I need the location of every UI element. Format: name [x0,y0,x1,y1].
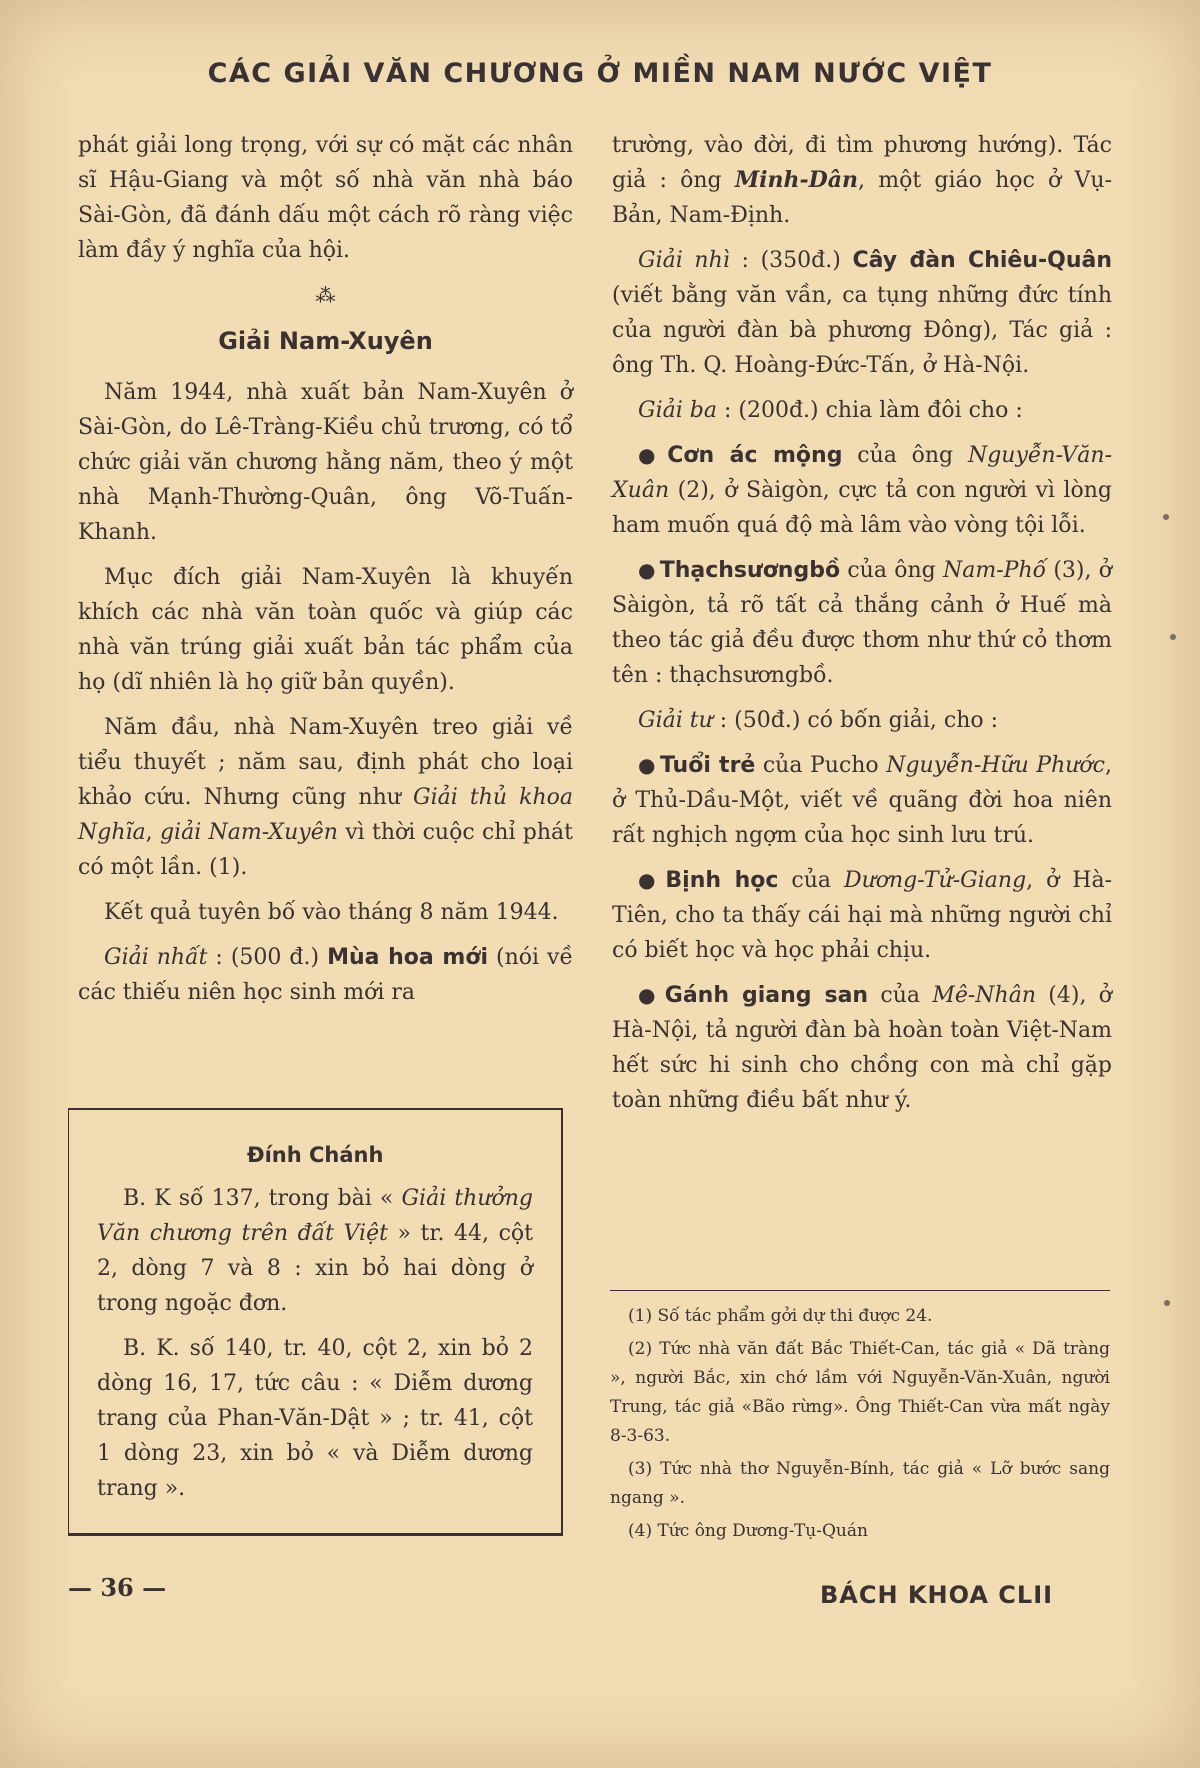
work-title: Mùa hoa mới [327,945,488,970]
list-item [612,748,1112,853]
footnote: (1) Số tác phẩm gởi dự thi được 24. [628,1306,933,1326]
work-title: Cây đàn Chiêu-Quân [852,248,1112,273]
page-number: — 36 — [68,1573,167,1602]
list-item [612,553,1112,693]
author-name: Nguyễn-Văn-Xuân [612,443,1113,503]
running-header: CÁC GIẢI VĂN CHƯƠNG Ở MIỀN NAM NƯỚC VIỆT [207,58,993,89]
bullet-icon: ● [638,753,656,777]
text-run: , ở Hà-Tiên, cho ta thấy cái hại mà những người chỉ có biết học và học phải chịu. [612,868,1113,963]
work-title: Bịnh học [665,868,779,893]
list-item [612,978,1112,1118]
paragraph-purpose: Mục đích giải Nam-Xuyên là khuyến khích các nhà văn toàn quốc và giúp các nhà văn trúng giải xuất bản tác phẩm của họ (dĩ nhiên là họ giữ bản quyền). [78,565,573,695]
text-run: B. K số 137, trong bài « [123,1186,402,1211]
author-name: Minh-Dân [734,167,858,193]
prize-name: giải Nam-Xuyên [159,820,338,845]
section-separator: ⁂ [315,283,336,307]
author-name: Mê-Nhân [932,983,1036,1008]
footnote-divider [610,1290,1110,1291]
prize-amount: : (500 đ.) [207,945,328,970]
correction-item: B. K. số 140, tr. 40, cột 2, xin bỏ 2 dòng 16, 17, tức câu : « Diễm dương trang của Phan-Văn-Dật » ; tr. 41, cột 1 dòng 23, xin bỏ « và Diễm dương trang ». [97,1336,533,1501]
corrections-box [68,1108,563,1536]
correction-item [97,1181,533,1321]
work-title: Cơn ác mộng [667,443,843,468]
prize-label: Giải nhất [104,945,208,970]
list-item [612,863,1112,968]
bullet-icon: ● [638,558,656,582]
article-title: Giải thưởng Văn chương trên đất Việt [97,1186,533,1246]
text-run: của [868,983,933,1008]
right-column [612,128,1112,1128]
footnote: (2) Tức nhà văn đất Bắc Thiết-Can, tác giả « Dã tràng », người Bắc, xin chớ lầm với Nguyễn-Văn-Xuân, người Trung, tác giả «Bão rừng». Ông Thiết-Can vừa mất ngày 8-3-63. [610,1339,1110,1446]
corrections-title: Đính Chánh [247,1143,384,1167]
work-title: Gánh giang san [664,983,869,1008]
text-run: , một giáo học ở Vụ-Bản, Nam-Định. [612,168,1113,228]
prize-label: Giải ba [638,398,717,423]
journal-name: BÁCH KHOA CLII [820,1581,1054,1609]
text-run: Năm đầu, nhà Nam-Xuyên treo giải về tiểu thuyết ; năm sau, định phát cho loại khảo cứu. Nhưng cũng như [78,715,573,810]
paragraph-first-year [78,710,573,885]
text-run: của ông [840,558,943,583]
text-run: vì thời cuộc chỉ phát có một lần. (1). [78,820,574,880]
text-run: (nói về các thiếu niên học sinh mới ra [78,945,573,1005]
author-name: Nam-Phố [942,558,1047,583]
paragraph-first-prize [78,940,573,1010]
paragraph-founding: Năm 1944, nhà xuất bản Nam-Xuyên ở Sài-Gòn, do Lê-Tràng-Kiều chủ trương, có tổ chức giải văn chương hằng năm, theo ý một nhà Mạnh-Thường-Quân, ông Võ-Tuấn-Khanh. [78,380,573,545]
text-run: (3), ở Sàigòn, tả rõ tất cả thắng cảnh ở Huế mà theo tác giả đều được thơm như thứ cỏ thơm tên : thạchsươngbồ. [612,558,1112,688]
text-run: (4), ở Hà-Nội, tả người đàn bà hoàn toàn Việt-Nam hết sức hi sinh cho chồng con mà chỉ gặp toàn những điều bất như ý. [612,983,1113,1113]
author-name: Nguyễn-Hữu Phước [886,753,1105,778]
footnotes [610,1302,1110,1550]
bullet-icon: ● [638,443,664,467]
text-run: , ở Thủ-Dầu-Một, viết về quãng đời hoa niên rất nghịch ngợm của học sinh lưu trú. [612,753,1112,848]
text-run: của ông [842,443,968,468]
text-run: của Pucho [755,753,887,778]
text-run: (2), ở Sàigòn, cực tả con người vì lòng ham muốn quá độ mà lâm vào vòng tội lỗi. [612,478,1112,538]
paragraph-second-prize [612,243,1112,383]
paragraph-third-prize [612,393,1112,428]
text-run: của [778,868,844,893]
intro-paragraph: phát giải long trọng, với sự có mặt các nhân sĩ Hậu-Giang và một số nhà văn nhà báo Sài-Gòn, đã đánh dấu một cách rõ ràng việc làm đầy ý nghĩa của hội. [78,133,573,263]
paper-speck [1164,1300,1170,1306]
paragraph-continued [612,128,1112,233]
paper-speck [1170,634,1176,640]
text-run: » tr. 44, cột 2, dòng 7 và 8 : xin bỏ hai dòng ở trong ngoặc đơn. [97,1221,534,1316]
text-run: : (50đ.) có bốn giải, cho : [712,708,999,733]
list-item [612,438,1112,543]
prize-name: Giải thủ khoa Nghĩa [78,785,573,845]
text-run: trường, vào đời, đi tìm phương hướng). Tác giả : ông [612,133,1112,193]
paragraph-fourth-prize [612,703,1112,738]
section-title: Giải Nam-Xuyên [218,327,433,355]
paper-speck [1163,514,1169,520]
footnote: (4) Tức ông Dương-Tụ-Quán [628,1521,868,1541]
bullet-icon: ● [638,983,661,1007]
left-column [78,128,573,1020]
prize-amount: : (350đ.) [729,248,853,273]
author-name: Dương-Tử-Giang [843,868,1027,893]
prize-label: Giải nhì [638,248,730,273]
prize-label: Giải tư [638,708,713,733]
text-run: (viết bằng văn vần, ca tụng những đức tính của người đàn bà phương Đông), Tác giả : ông Th. Q. Hoàng-Đức-Tấn, ở Hà-Nội. [612,283,1112,378]
bullet-icon: ● [638,868,662,892]
text-run: : (200đ.) chia làm đôi cho : [716,398,1023,423]
work-title: Thạchsươngbồ [659,558,841,583]
text-run: , [145,820,160,845]
work-title: Tuổi trẻ [659,753,756,778]
footnote: (3) Tức nhà thơ Nguyễn-Bính, tác giả « Lỡ bước sang ngang ». [610,1459,1110,1508]
paragraph-results: Kết quả tuyên bố vào tháng 8 năm 1944. [104,900,559,925]
